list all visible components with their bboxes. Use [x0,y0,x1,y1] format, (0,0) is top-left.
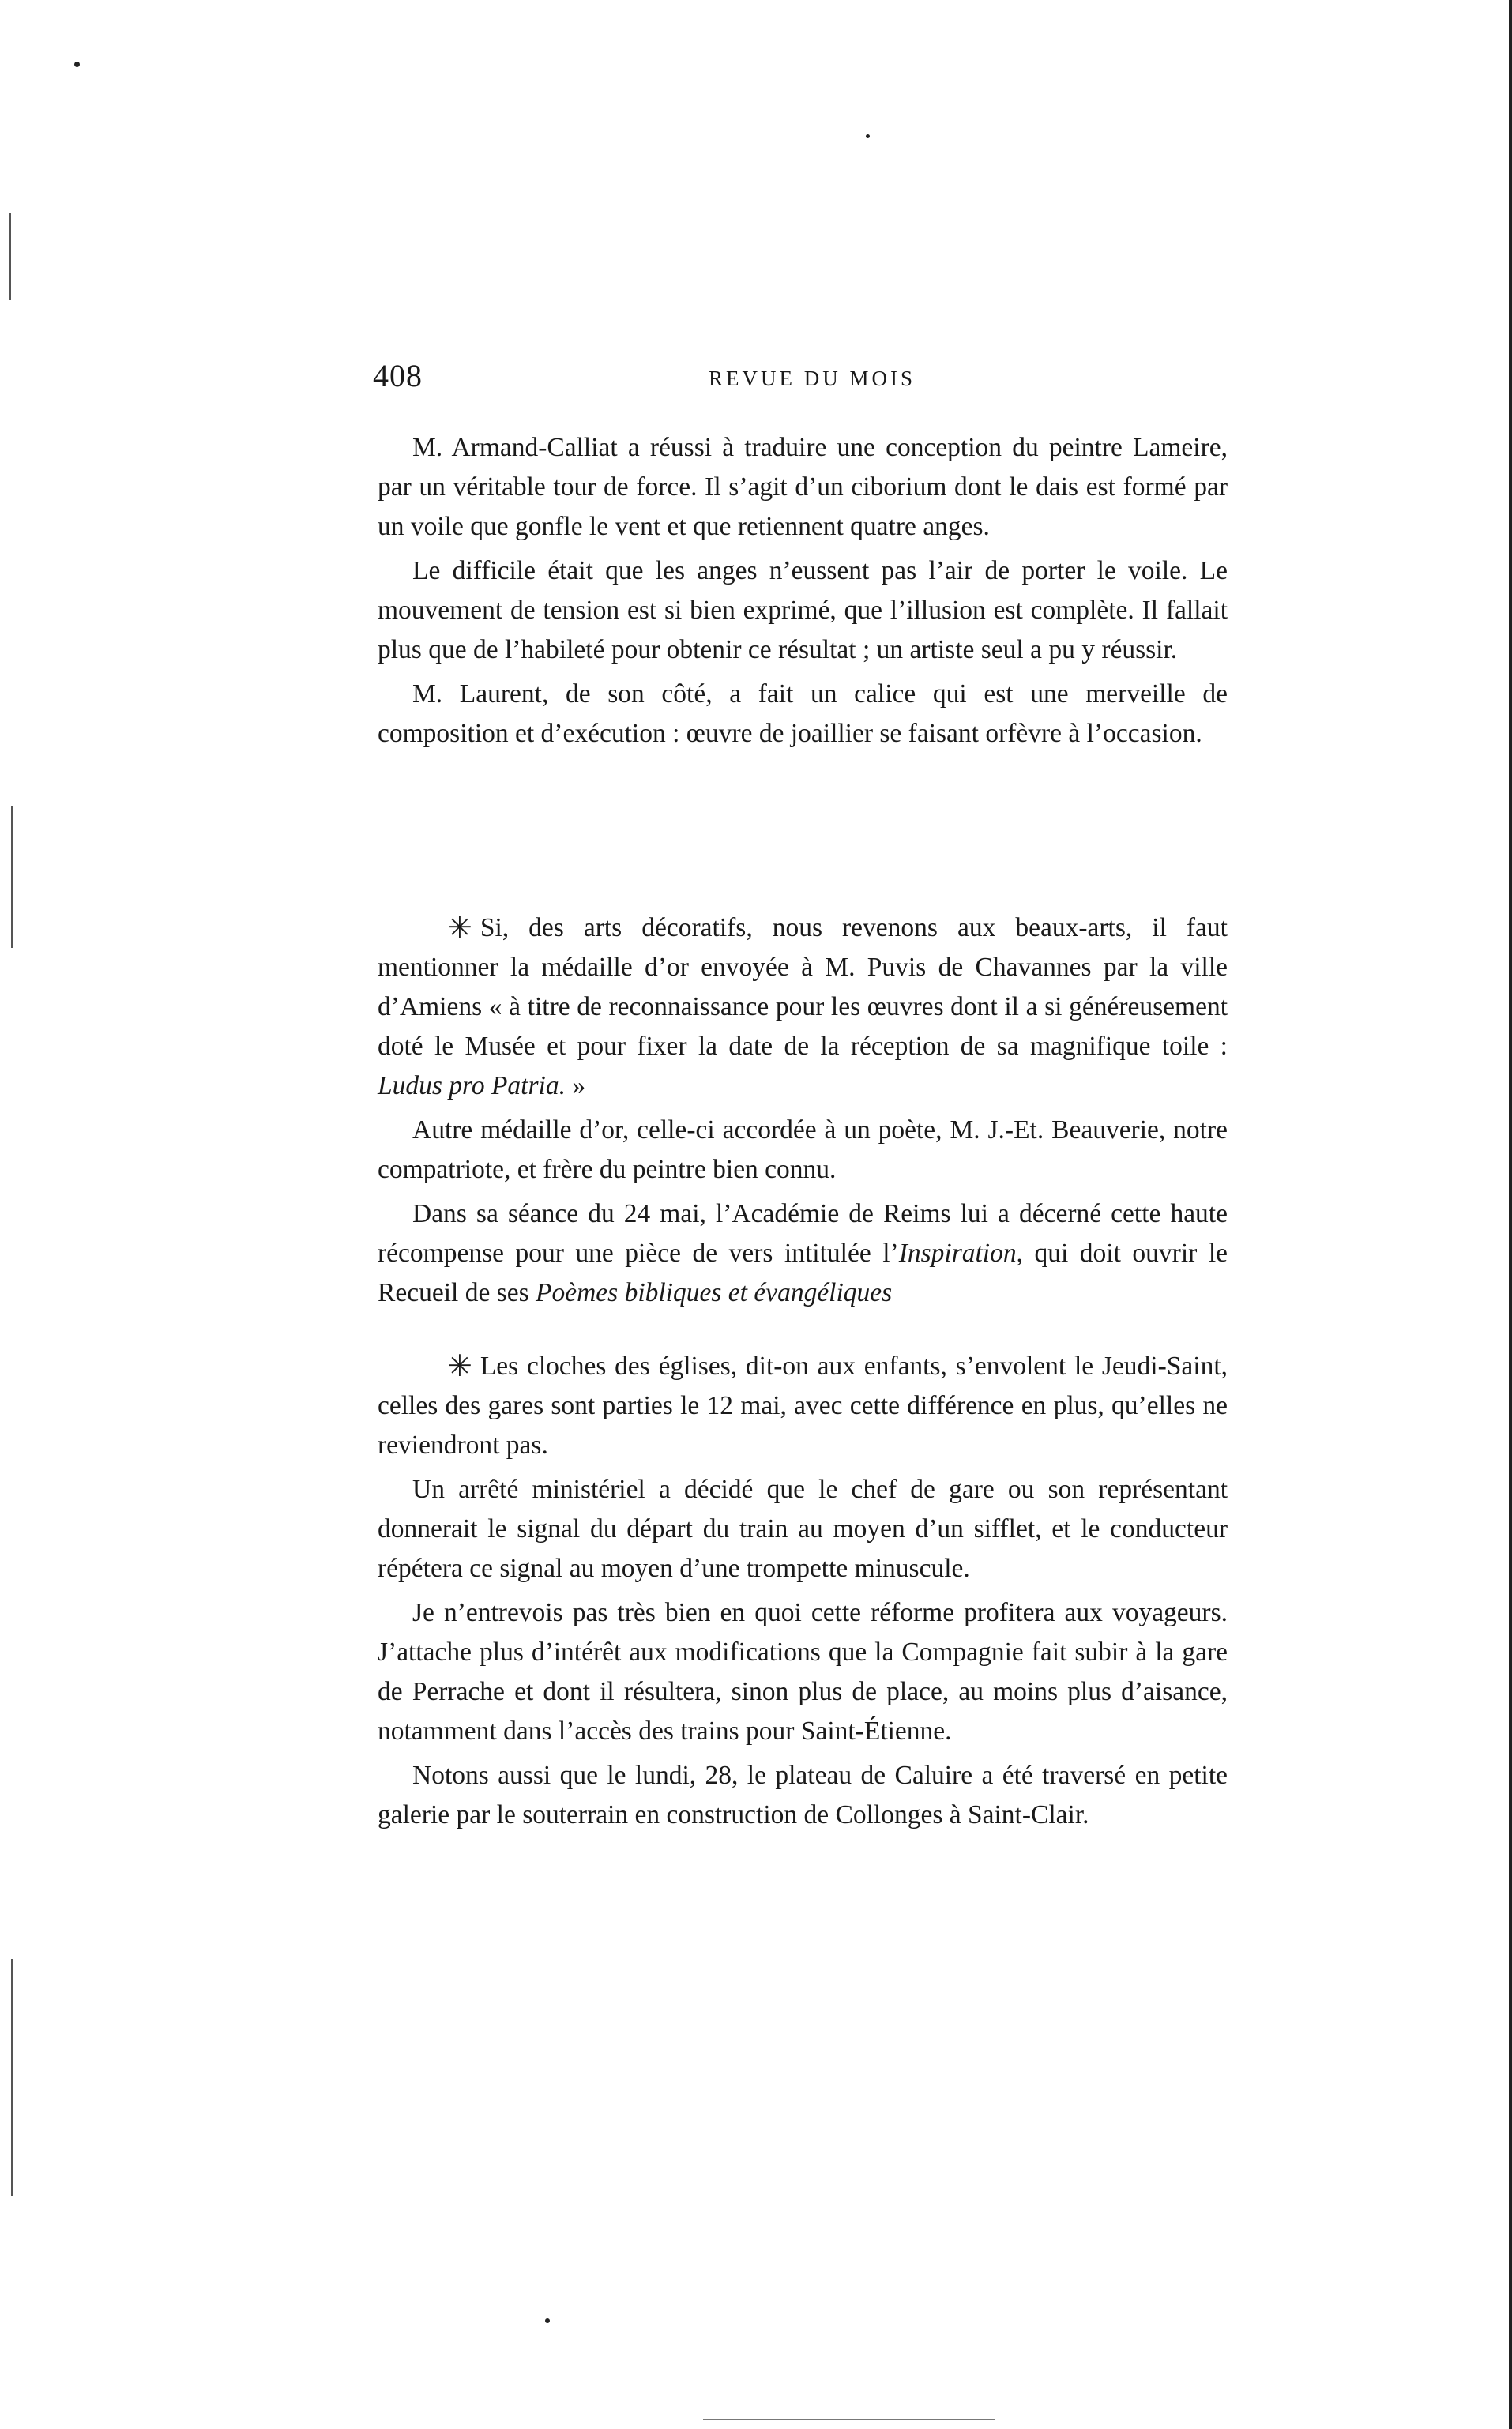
scan-speck [545,2318,550,2323]
scan-edge-left [11,1959,13,2196]
page-header [373,357,1251,404]
scan-edge-left [9,213,11,300]
scan-edge-left [11,806,13,948]
paragraph: Autre médaille d’or, celle-ci accordée à un poète, M. J.-Et. Beauverie, notre compatriote, et frère du peintre bien connu. [378,1115,1228,1184]
paragraph: M. Laurent, de son côté, a fait un calice qui est une merveille de composition et d’exécution : œuvre de joaillier se faisant orfèvre à l’occasion. [378,679,1228,748]
italic-title: Poèmes bibliques et évangéliques [536,1278,893,1307]
paragraph: Je n’entrevois pas très bien en quoi cette réforme profitera aux voyageurs. J’attache plus d’intérêt aux modifications que la Compagnie fait subir à la gare de Perrache et dont il résultera, sinon plus de place, au moins plus d’aisance, notamment dans l’accès des trains pour Saint-Étienne. [378,1598,1228,1746]
asterism-icon: ✳ [447,1350,472,1383]
paragraph: Le difficile était que les anges n’eussent pas l’air de porter le voile. Le mouvement de tension est si bien exprimé, que l’illusion est complète. Il fallait plus que de l’habileté pour obtenir ce résultat ; un artiste seul a pu y réussir. [378,556,1228,664]
paragraph: Notons aussi que le lundi, 28, le plateau de Caluire a été traversé en petite galerie par le souterrain en construction de Collonges à Saint-Clair. [378,1761,1228,1829]
paragraph: M. Armand-Calliat a réussi à traduire une conception du peintre Lameire, par un véritable tour de force. Il s’agit d’un ciborium dont le dais est formé par un voile que gonfle le vent et que retiennent quatre anges. [378,433,1228,541]
paragraph-text: Les cloches des églises, dit-on aux enfants, s’envolent le Jeudi-Saint, celles des gares sont parties le 12 mai, avec cette différence en plus, qu’elles ne reviendront pas. [378,1352,1228,1460]
closing-quote: » [565,1071,586,1100]
running-title: REVUE DU MOIS [708,367,916,390]
asterism-icon: ✳ [447,912,472,945]
paragraph [378,1347,1228,1465]
paragraph [378,908,1228,1106]
italic-title: Inspiration [898,1239,1017,1268]
page-number: 408 [373,358,423,393]
scan-speck [74,62,80,67]
scan-bottom-rule [703,2419,995,2420]
scan-speck [866,134,870,138]
section-railway-bells [378,1347,1228,1835]
section-fine-arts [378,908,1228,1313]
paragraph [378,1194,1228,1313]
paragraph-text: Si, des arts décoratifs, nous revenons aux beaux-arts, il faut mentionner la médaille d’or envoyée à M. Puvis de Chavannes par la ville d’Amiens « à titre de reconnaissance pour les œuvres dont il a si généreusement doté le Musée et pour fixer la date de la réception de sa magnifique toile : [378,913,1228,1061]
italic-title: Ludus pro Patria. [378,1071,566,1100]
paragraph: Un arrêté ministériel a décidé que le chef de gare ou son représentant donnerait le signal du départ du train au moyen d’un sifflet, et le conducteur répétera ce signal au moyen d’une trompette minuscule. [378,1475,1228,1583]
section-goldsmiths [378,423,1228,754]
paragraph-text: Dans sa séance du 24 mai, l’Académie de Reims lui a décerné cette haute récompense pour une pièce de vers intitulée l’ [378,1199,1228,1268]
paragraph-text: , qui doit ouvrir le Recueil de ses [378,1239,1228,1307]
scan-edge-right [1509,0,1512,2429]
